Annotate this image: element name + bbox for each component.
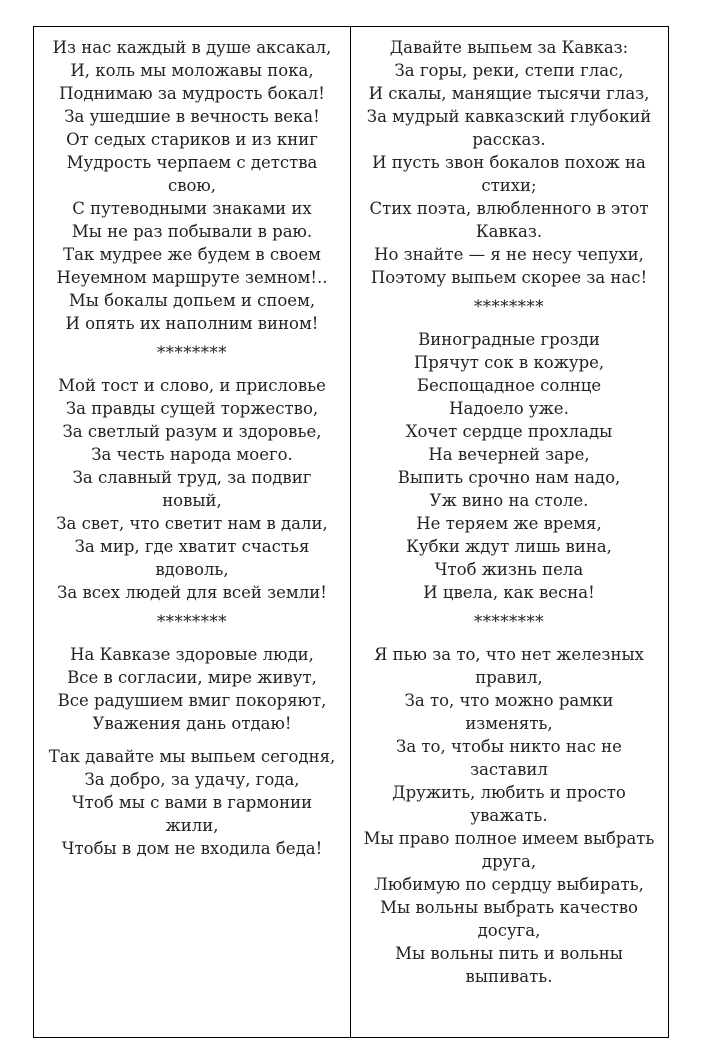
right-column <box>356 36 662 988</box>
poem-line: изменять, <box>465 714 553 733</box>
poem-line: Надоело уже. <box>449 399 569 418</box>
poem-line: От седых стариков и из книг <box>66 130 318 149</box>
poem-line: Кавказ. <box>475 222 543 241</box>
poem-line: свою, <box>167 176 217 195</box>
poem-line: Дружить, любить и просто <box>392 783 626 802</box>
poem-line: На Кавказе здоровые люди, <box>70 645 314 664</box>
poem-line: Мой тост и слово, и присловье <box>58 376 326 395</box>
poem-line: Поднимаю за мудрость бокал! <box>59 84 325 103</box>
poem-line: За мир, где хватит счастья <box>74 537 310 556</box>
poem-line: Чтоб жизнь пела <box>434 560 584 579</box>
poem-line: За горы, реки, степи глас, <box>394 61 624 80</box>
poem-line: уважать. <box>470 806 548 825</box>
poem-line: На вечерней заре, <box>428 445 590 464</box>
poem-line: Так давайте мы выпьем сегодня, <box>48 747 336 766</box>
poem-line: Давайте выпьем за Кавказ: <box>389 38 629 57</box>
poem-line: Из нас каждый в душе аксакал, <box>52 38 332 57</box>
poem-line: выпивать. <box>465 967 553 986</box>
poem-line: Выпить срочно нам надо, <box>397 468 621 487</box>
stanza-gap <box>38 735 346 745</box>
poem-line: За добро, за удачу, года, <box>84 770 300 789</box>
poem-line: За славный труд, за подвиг <box>72 468 312 487</box>
poem-line: Уж вино на столе. <box>429 491 589 510</box>
left-stanza-1 <box>38 36 346 335</box>
poem-line: За правды сущей торжество, <box>65 399 319 418</box>
left-separator-2: ******** <box>157 612 227 631</box>
poem-line: Мы вольны пить и вольны <box>395 944 623 963</box>
poem-line: За светлый разум и здоровье, <box>62 422 322 441</box>
poem-line: Кубки ждут лишь вина, <box>406 537 612 556</box>
right-separator-1: ******** <box>474 297 544 316</box>
poem-line: вдоволь, <box>155 560 229 579</box>
poem-line: Мы право полное имеем выбрать <box>363 829 655 848</box>
poem-line: Уважения дань отдаю! <box>92 714 292 733</box>
right-stanza-3 <box>356 643 662 988</box>
poem-line: За всех людей для всей земли! <box>57 583 327 602</box>
poem-line: С путеводными знаками их <box>72 199 312 218</box>
poem-line: Так мудрее же будем в своем <box>63 245 321 264</box>
right-separator-2: ******** <box>474 612 544 631</box>
poem-line: Виноградные грозди <box>418 330 600 349</box>
poem-line: За свет, что светит нам в дали, <box>56 514 328 533</box>
poem-line: И скалы, манящие тысячи глаз, <box>368 84 650 103</box>
poem-line: Стих поэта, влюбленного в этот <box>369 199 649 218</box>
poem-line: Поэтому выпьем скорее за нас! <box>370 268 648 287</box>
poem-line: досуга, <box>477 921 541 940</box>
left-stanza-4 <box>38 745 346 860</box>
poem-line: Хочет сердце прохлады <box>405 422 613 441</box>
poem-line: правил, <box>475 668 543 687</box>
poem-line: За то, чтобы никто нас не <box>396 737 622 756</box>
column-divider <box>350 26 351 1038</box>
poem-line: И опять их наполним вином! <box>65 314 319 333</box>
left-stanza-2 <box>38 374 346 604</box>
poem-line: За то, что можно рамки <box>404 691 614 710</box>
poem-line: Не теряем же время, <box>416 514 602 533</box>
poem-line: Мы не раз побывали в раю. <box>71 222 313 241</box>
poem-line: новый, <box>162 491 222 510</box>
poem-line: Чтоб мы с вами в гармонии <box>71 793 313 812</box>
poem-line: Но знайте — я не несу чепухи, <box>374 245 644 264</box>
poem-line: жили, <box>165 816 219 835</box>
poem-line: Неуемном маршруте земном!.. <box>56 268 328 287</box>
poem-line: заставил <box>470 760 548 779</box>
poem-line: Все в согласии, мире живут, <box>67 668 317 687</box>
poem-line: И пусть звон бокалов похож на <box>372 153 646 172</box>
poem-line: И цвела, как весна! <box>423 583 595 602</box>
poem-line: Все радушием вмиг покоряют, <box>57 691 327 710</box>
left-column <box>38 36 346 860</box>
poem-line: За ушедшие в вечность века! <box>64 107 320 126</box>
poem-line: Мы бокалы допьем и споем, <box>68 291 316 310</box>
poem-line: рассказ. <box>472 130 546 149</box>
poem-line: Я пью за то, что нет железных <box>374 645 644 664</box>
poem-line: Мудрость черпаем с детства <box>66 153 318 172</box>
poem-line: Прячут сок в кожуре, <box>413 353 605 372</box>
poem-line: Чтобы в дом не входила беда! <box>61 839 323 858</box>
poem-line: За мудрый кавказский глубокий <box>366 107 652 126</box>
poem-line: Мы вольны выбрать качество <box>380 898 638 917</box>
poem-line: За честь народа моего. <box>91 445 293 464</box>
poem-line: И, коль мы моложавы пока, <box>70 61 314 80</box>
poem-line: друга, <box>481 852 537 871</box>
left-separator-1: ******** <box>157 343 227 362</box>
poem-line: Беспощадное солнце <box>416 376 602 395</box>
poem-line: Любимую по сердцу выбирать, <box>374 875 644 894</box>
left-stanza-3 <box>38 643 346 735</box>
right-stanza-2 <box>356 328 662 604</box>
right-stanza-1 <box>356 36 662 289</box>
poem-line: стихи; <box>481 176 537 195</box>
